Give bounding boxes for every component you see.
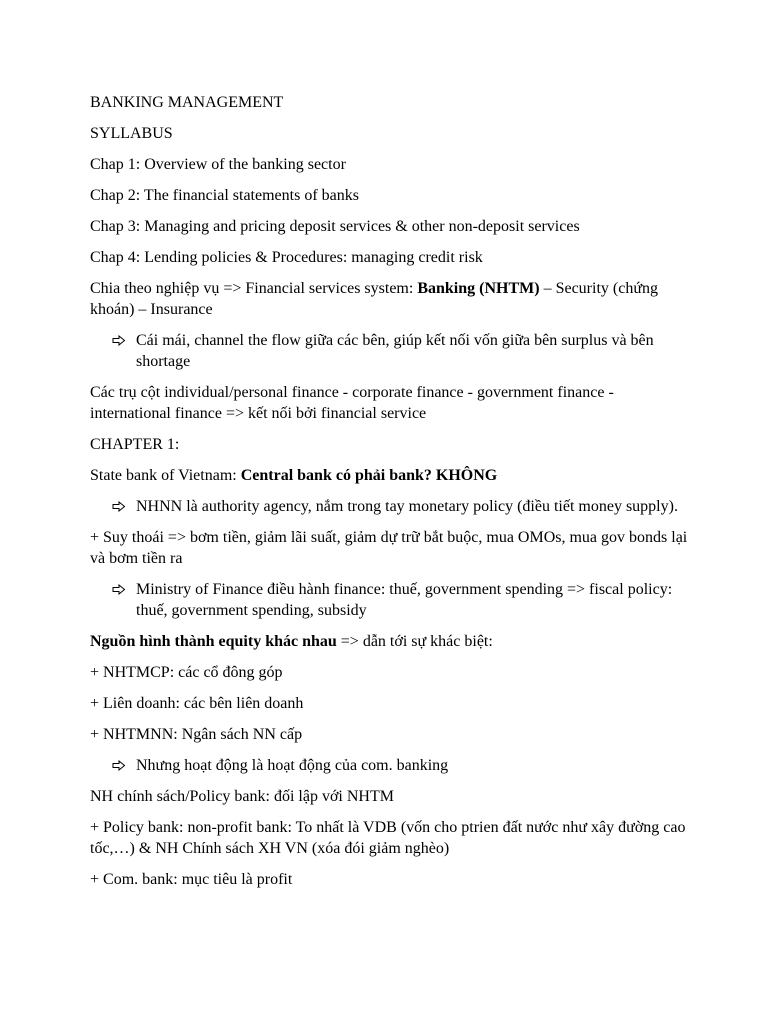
right-arrow-outline-icon (112, 330, 128, 351)
equity-source-text: => dẫn tới sự khác biệt: (336, 633, 493, 650)
document-page (90, 92, 690, 900)
services-system-paragraph (90, 278, 690, 320)
joint-venture-line: + Liên doanh: các bên liên doanh (90, 695, 304, 712)
policy-bank-detail: + Policy bank: non-profit bank: To nhất là VDB (vốn cho ptrien đất nước như xây đường cao tốc,…) & NH Chính sách XH VN (xóa đói giảm nghèo) (90, 819, 686, 857)
document-title: BANKING MANAGEMENT (90, 94, 284, 111)
bullet-item (90, 496, 690, 517)
central-bank-question-bold: Central bank có phải bank? KHÔNG (240, 467, 498, 484)
nhtmnn-line: + NHTMNN: Ngân sách NN cấp (90, 726, 303, 743)
right-arrow-outline-icon (112, 755, 128, 776)
chapter-1-heading: CHAPTER 1: (90, 436, 180, 453)
state-bank-paragraph (90, 465, 690, 486)
services-system-text: Chia theo nghiệp vụ => Financial services system: (90, 280, 418, 297)
right-arrow-outline-icon (112, 579, 128, 600)
bullet-item (90, 755, 690, 776)
equity-source-paragraph (90, 631, 690, 652)
right-arrow-outline-icon (112, 496, 128, 517)
policy-bank-heading: NH chính sách/Policy bank: đối lập với NHTM (90, 788, 394, 805)
commercial-bank-line: + Com. bank: mục tiêu là profit (90, 871, 293, 888)
finance-pillars-paragraph: Các trụ cột individual/personal finance - corporate finance - government finance - international finance => kết nối bởi financial service (90, 384, 614, 422)
bullet-text: NHNN là authority agency, nắm trong tay monetary policy (điều tiết money supply). (136, 498, 678, 515)
bullet-text: Ministry of Finance điều hành finance: thuế, government spending => fiscal policy: thuế, government spending, subsidy (136, 581, 673, 619)
bullet-text: Nhưng hoạt động là hoạt động của com. banking (136, 757, 449, 774)
recession-paragraph: + Suy thoái => bơm tiền, giảm lãi suất, giảm dự trữ bắt buộc, mua OMOs, mua gov bonds lại và bơm tiền ra (90, 529, 688, 567)
chapter-item-2: Chap 2: The financial statements of banks (90, 187, 359, 204)
nhtmcp-line: + NHTMCP: các cổ đông góp (90, 664, 283, 681)
syllabus-heading: SYLLABUS (90, 125, 173, 142)
chapter-item-3: Chap 3: Managing and pricing deposit services & other non-deposit services (90, 218, 580, 235)
bullet-text: Cái mái, channel the flow giữa các bên, giúp kết nối vốn giữa bên surplus và bên shortage (136, 332, 654, 370)
banking-nhtm-bold: Banking (NHTM) (417, 280, 540, 297)
services-system-rest: – Security (chứng khoán) – Insurance (90, 280, 658, 318)
chapter-item-4: Chap 4: Lending policies & Procedures: managing credit risk (90, 249, 483, 266)
state-bank-text: State bank of Vietnam: (90, 467, 241, 484)
equity-source-bold: Nguồn hình thành equity khác nhau (90, 633, 337, 650)
chapter-item-1: Chap 1: Overview of the banking sector (90, 156, 346, 173)
bullet-item (90, 330, 690, 372)
bullet-item (90, 579, 690, 621)
